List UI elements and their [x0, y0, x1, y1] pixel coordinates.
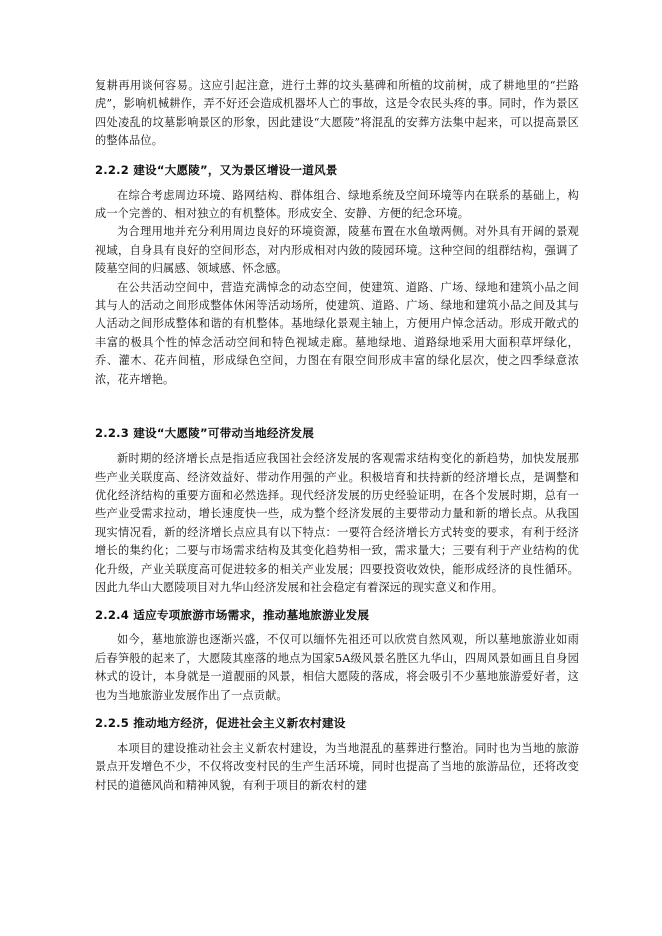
section-heading-2-2-4: 2.2.4 适应专项旅游市场需求，推动墓地旅游业发展	[95, 608, 370, 623]
section-2-2-2-paragraph-1: 在综合考虑周边环境、路网结构、群体组合、绿地系统及空间环境等内在联系的基础上，构成一个完善的、相对独立的有机整体。形成安全、安静、方便的纪念环境。	[95, 188, 579, 221]
section-2-2-4-paragraph-1: 如今，墓地旅游也逐渐兴盛，不仅可以缅怀先祖还可以欣赏自然风观，所以墓地旅游业如雨后春笋般的起来了，大愿陵其座落的地点为国家5A级风景名胜区九华山，四周风景如画且自身园林式的设计，本身就是一道靓丽的风景，相信大愿陵的落成，将会吸引不少墓地旅游爱好者，这也为当地旅游业发展作出了一点贡献。	[95, 633, 579, 702]
section-2-2-2-paragraph-3: 在公共活动空间中，营造充满悼念的动态空间，使建筑、道路、广场、绿地和建筑小品之间其与人的活动之间形成整体休闲等活动场所，使建筑、道路、广场、绿地和建筑小品之间及其与人活动之间形成整体和谐的有机整体。基地绿化景观主轴上，方便用户悼念活动。形成开敞式的丰富的极具个性的悼念活动空间和特色视域走廊。墓地绿地、道路绿地采用大面积草坪绿化，乔、灌木、花卉间植，形成绿色空间，力图在有限空间形成丰富的绿化层次，使之四季绿意浓浓，花卉增艳。	[95, 280, 579, 386]
section-2-2-3-paragraph-1: 新时期的经济增长点是指适应我国社会经济发展的客观需求结构变化的新趋势，加快发展那些产业关联度高、经济效益好、带动作用强的产业。积极培育和扶持新的经济增长点，是调整和优化经济结构的重要方面和必然选择。现代经济发展的历史经验证明，在各个发展时期，总有一些产业受需求拉动，增长速度快一些，成为整个经济发展的主要带动力量和新的增长点。从我国现实情况看，新的经济增长点应具有以下特点：一要符合经济增长方式转变的要求，有利于经济增长的集约化；二要与市场需求结构及其变化趋势相一致，需求量大；三要有利于产业结构的优化升级，产业关联度高可促进较多的相关产业发展；四要投资收效快，能形成经济的良性循环。因此九华山大愿陵项目对九华山经济发展和社会稳定有着深远的现实意义和作用。	[95, 452, 579, 594]
section-heading-2-2-5: 2.2.5 推动地方经济，促进社会主义新农村建设	[95, 715, 346, 730]
section-heading-2-2-3: 2.2.3 建设“大愿陵”可带动当地经济发展	[95, 426, 314, 441]
section-2-2-5-paragraph-1: 本项目的建设推动社会主义新农村建设，为当地混乱的墓葬进行整治。同时也为当地的旅游景点开发增色不少，不仅将改变村民的生产生活环境，同时也提高了当地的旅游品位，还将改变村民的道德风尚和精神风貌，有利于项目的新农村的建	[95, 741, 579, 792]
section-2-2-2-paragraph-2: 为合理用地并充分利用周边良好的环境资源，陵墓布置在水鱼墩两侧。对外具有开阔的景观视域，自身具有良好的空间形态，对内形成相对内敛的陵园环境。这种空间的组群结构，强调了陵墓空间的归属感、领域感、怀念感。	[95, 225, 579, 276]
intro-paragraph: 复耕再用谈何容易。这应引起注意，进行土葬的坟头墓碑和所植的坟前树，成了耕地里的“拦路虎”，影响机械耕作，弄不好还会造成机器坏人亡的事故，这是令农民头疼的事。同时，作为景区四处凌乱的坟墓影响景区的形象，因此建设“大愿陵”将混乱的安葬方法集中起来，可以提高景区的整体品位。	[95, 79, 579, 148]
document-body	[95, 77, 579, 795]
section-heading-2-2-2: 2.2.2 建设“大愿陵”，又为景区增设一道风景	[95, 162, 338, 177]
